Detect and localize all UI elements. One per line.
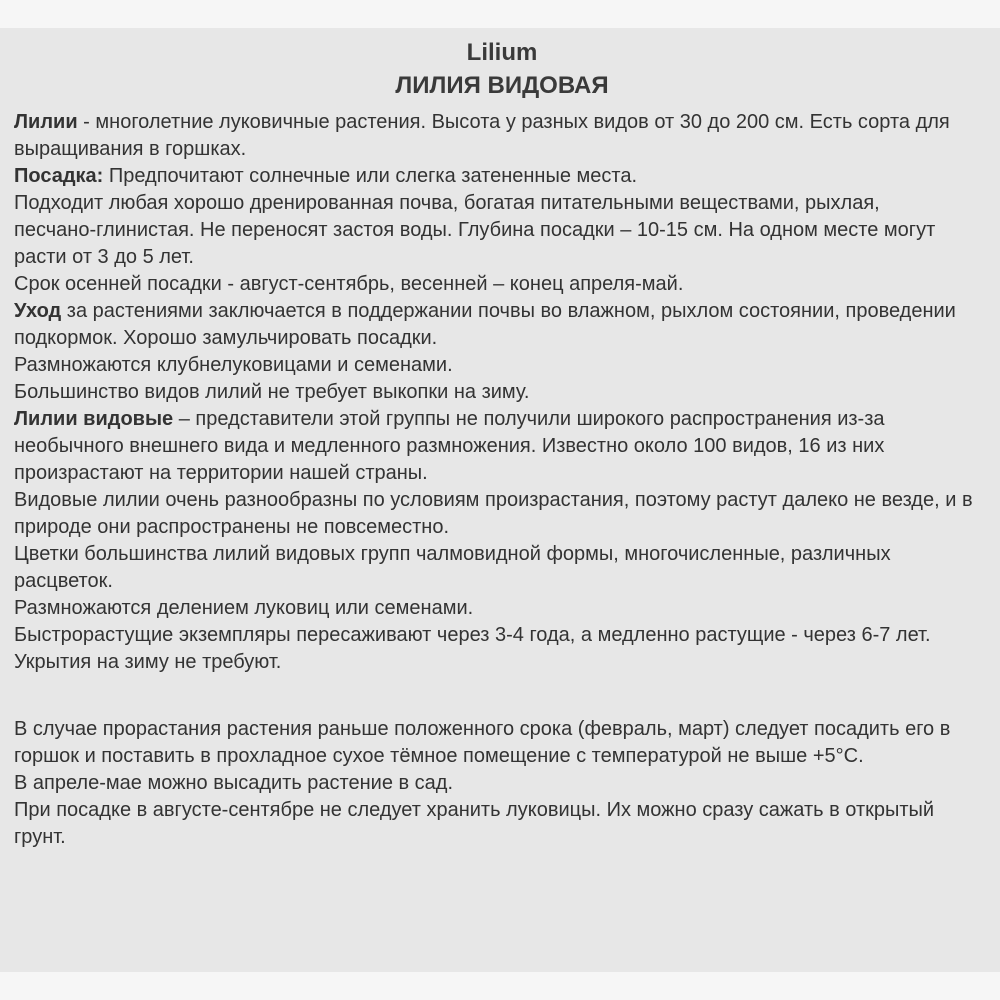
paragraph-lead-term: Посадка:: [14, 165, 104, 187]
paragraph-text: Быстрорастущие экземпляры пересаживают через 3-4 года, а медленно растущие - через 6-7 лет.: [14, 624, 931, 646]
text-line: [14, 379, 990, 406]
paragraph-text: горшок и поставить в прохладное сухое тёмное помещение с температурой не выше +5°С.: [14, 745, 864, 767]
text-line: [14, 824, 990, 851]
text-line: [14, 271, 990, 298]
text-line: [14, 136, 990, 163]
care-instructions: [14, 109, 990, 676]
paragraph-text: В случае прорастания растения раньше положенного срока (февраль, март) следует посадить его в: [14, 718, 951, 740]
text-line: [14, 217, 990, 244]
paragraph-lead-term: Уход: [14, 300, 62, 322]
paragraph-text: выращивания в горшках.: [14, 138, 247, 160]
text-line: [14, 541, 990, 568]
paragraph-text: Срок осенней посадки - август-сентябрь, весенней – конец апреля-май.: [14, 273, 684, 295]
paragraph-text: за растениями заключается в поддержании почвы во влажном, рыхлом состоянии, проведении: [61, 300, 956, 322]
paragraph-text: При посадке в августе-сентябре не следует хранить луковицы. Их можно сразу сажать в открытый: [14, 799, 935, 821]
text-line: [14, 716, 990, 743]
text-line: [14, 514, 990, 541]
text-line: [14, 743, 990, 770]
paragraph-text: Размножаются делением луковиц или семенами.: [14, 597, 474, 619]
paragraph-text: подкормок. Хорошо замульчировать посадки.: [14, 327, 438, 349]
sheet-content: [14, 36, 990, 851]
text-line: [14, 797, 990, 824]
paragraph-text: необычного внешнего вида и медленного размножения. Известно около 100 видов, 16 из них: [14, 435, 885, 457]
text-line: [14, 622, 990, 649]
paragraph-text: произрастают на территории нашей страны.: [14, 462, 428, 484]
paragraph-text: Большинство видов лилий не требует выкопки на зиму.: [14, 381, 530, 403]
text-line: [14, 595, 990, 622]
paragraph-text: Предпочитают солнечные или слегка затененные места.: [103, 165, 638, 187]
paragraph-text: Подходит любая хорошо дренированная почва, богатая питательными веществами, рыхлая,: [14, 192, 880, 214]
text-line: [14, 109, 990, 136]
paragraph-text: Размножаются клубнелуковицами и семенами.: [14, 354, 453, 376]
text-line: [14, 244, 990, 271]
paragraph-text: В апреле-мае можно высадить растение в сад.: [14, 772, 454, 794]
text-line: [14, 298, 990, 325]
paragraph-text: грунт.: [14, 826, 66, 848]
plant-name-heading: ЛИЛИЯ ВИДОВАЯ: [395, 72, 609, 99]
paragraph-text: – представители этой группы не получили широкого распространения из-за: [173, 408, 885, 430]
paragraph-text: песчано-глинистая. Не переносят застоя воды. Глубина посадки – 10-15 см. На одном месте могут: [14, 219, 936, 241]
section-gap: [14, 676, 990, 716]
paragraph-text: Видовые лилии очень разнообразны по условиям произрастания, поэтому растут далеко не везде, и в: [14, 489, 973, 511]
paragraph-text: природе они распространены не повсеместно.: [14, 516, 450, 538]
paragraph-text: Укрытия на зиму не требуют.: [14, 651, 282, 673]
text-line: [14, 568, 990, 595]
text-line: [14, 460, 990, 487]
instruction-sheet: [0, 28, 1000, 972]
paragraph-lead-term: Лилии: [14, 111, 78, 133]
text-line: [14, 649, 990, 676]
text-line: [14, 487, 990, 514]
text-line: [14, 190, 990, 217]
paragraph-lead-term: Лилии видовые: [14, 408, 174, 430]
paragraph-text: Цветки большинства лилий видовых групп чалмовидной формы, многочисленные, различных: [14, 543, 891, 565]
text-line: [14, 325, 990, 352]
text-line: [14, 163, 990, 190]
paragraph-text: - многолетние луковичные растения. Высота у разных видов от 30 до 200 см. Есть сорта для: [77, 111, 950, 133]
additional-notes: [14, 716, 990, 851]
text-line: [14, 406, 990, 433]
text-line: [14, 770, 990, 797]
text-line: [14, 352, 990, 379]
paragraph-text: расцветок.: [14, 570, 113, 592]
text-line: [14, 433, 990, 460]
latin-name-title: Lilium: [466, 39, 538, 66]
paragraph-text: расти от 3 до 5 лет.: [14, 246, 194, 268]
